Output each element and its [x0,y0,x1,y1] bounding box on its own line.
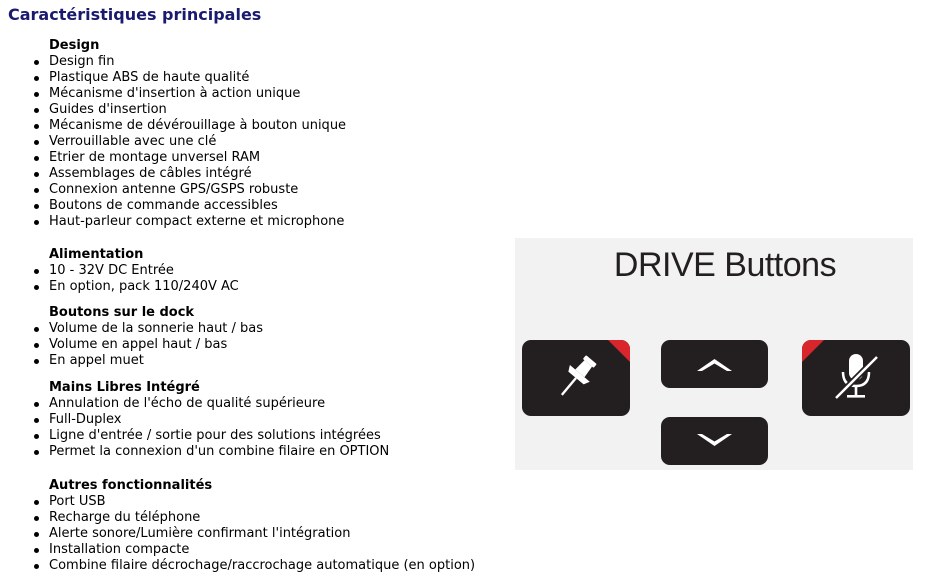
feature-list [0,494,510,574]
list-item: Boutons de commande accessibles [0,198,510,214]
list-item: Ligne d'entrée / sortie pour des solutions intégrées [0,428,510,444]
list-item: Volume de la sonnerie haut / bas [0,321,510,337]
list-item: Alerte sonore/Lumière confirmant l'intégration [0,526,510,542]
list-item: Combine filaire décrochage/raccrochage automatique (en option) [0,558,510,574]
section-title: Design [49,38,100,53]
list-item: Connexion antenne GPS/GSPS robuste [0,182,510,198]
list-item: Guides d'insertion [0,102,510,118]
list-item: Verrouillable avec une clé [0,134,510,150]
list-item: Etrier de montage unversel RAM [0,150,510,166]
list-item: Recharge du téléphone [0,510,510,526]
list-item: Annulation de l'écho de qualité supérieure [0,396,510,412]
microphone-muted-icon [802,340,910,416]
feature-list [0,263,510,295]
mute-button [802,340,910,416]
feature-list [0,54,510,230]
section-autres [0,478,510,574]
section-mains-libres [0,380,510,460]
section-alimentation [0,247,510,295]
feature-list [0,396,510,460]
pushpin-icon [522,340,630,416]
drive-buttons-image [515,238,913,470]
pin-button [522,340,630,416]
list-item: Volume en appel haut / bas [0,337,510,353]
list-item: Port USB [0,494,510,510]
list-item: En option, pack 110/240V AC [0,279,510,295]
list-item: Plastique ABS de haute qualité [0,70,510,86]
feature-list [0,321,510,369]
volume-down-button [661,417,768,465]
list-item: En appel muet [0,353,510,369]
list-item: Mécanisme d'insertion à action unique [0,86,510,102]
list-item: Full-Duplex [0,412,510,428]
list-item: Installation compacte [0,542,510,558]
section-design [0,38,510,230]
section-boutons-dock [0,305,510,369]
list-item: Permet la connexion d'un combine filaire en OPTION [0,444,510,460]
list-item: Mécanisme de dévérouillage à bouton unique [0,118,510,134]
list-item: Design fin [0,54,510,70]
list-item: Haut-parleur compact externe et microphone [0,214,510,230]
list-item: Assemblages de câbles intégré [0,166,510,182]
chevron-up-icon [661,340,768,388]
list-item: 10 - 32V DC Entrée [0,263,510,279]
section-title: Alimentation [49,247,144,262]
chevron-down-icon [661,417,768,465]
features-list [0,38,510,574]
volume-up-button [661,340,768,388]
section-title: Boutons sur le dock [49,305,195,320]
section-title: Mains Libres Intégré [49,380,200,395]
section-title: Autres fonctionnalités [49,478,213,493]
drive-buttons-title: DRIVE Buttons [613,246,837,284]
page-title: Caractéristiques principales [8,5,262,24]
